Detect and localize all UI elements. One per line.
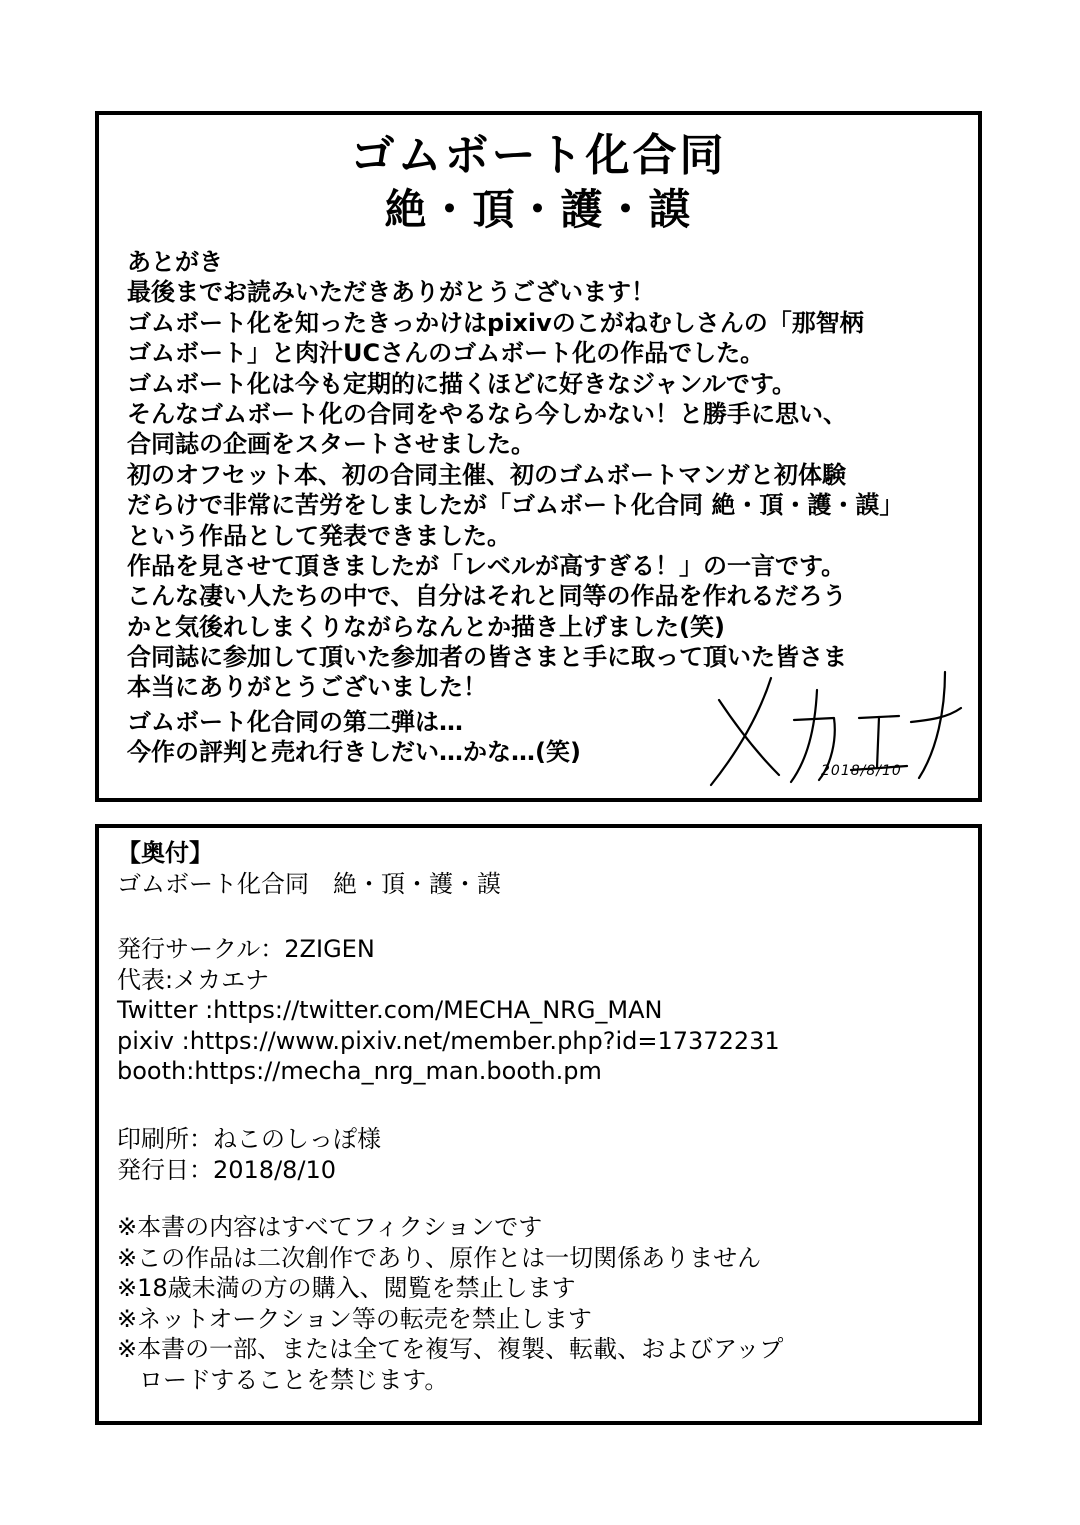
afterword-line: そんなゴムボート化の合同をやるなら今しかない！と勝手に思い、 [127,399,847,428]
issue-date: 発行日：2018/8/10 [117,1155,337,1184]
afterword-panel [95,111,982,802]
booth-link[interactable]: booth:https://mecha_nrg_man.booth.pm [117,1057,602,1085]
note-line: ※本書の内容はすべてフィクションです [117,1213,543,1241]
afterword-line: ゴムボート」と肉汁UCさんのゴムボート化の作品でした。 [127,339,765,368]
afterword-line: 合同誌に参加して頂いた参加者の皆さまと手に取って頂いた皆さま [127,643,847,672]
afterword-line: 初のオフセット本、初の合同主催、初のゴムボートマンガと初体験 [127,460,847,489]
colophon-publisher-block [117,934,780,1087]
colophon-heading: 【奥付】 [117,839,213,867]
note-line-continuation: ロードすることを禁じます。 [139,1365,449,1394]
book-subtitle: 絶・頂・護・謨 [384,185,693,234]
closing-line: 今作の評判と売れ行きしだい…かな…(笑) [127,738,581,767]
note-line: ※本書の一部、または全てを複写、複製、転載、およびアップ [117,1335,784,1363]
note-line: ※18歳未満の方の購入、閲覧を禁止します [117,1274,576,1302]
note-line: ※この作品は二次創作であり、原作とは一切関係ありません [117,1243,762,1272]
afterword-line: かと気後れしまくりながらなんとか描き上げました(笑) [127,612,725,641]
afterword-line: 作品を見させて頂きましたが「レベルが高すぎる！」の一言です。 [127,551,846,580]
colophon-panel [95,824,982,1425]
printer: 印刷所：ねこのしっぽ様 [117,1125,381,1153]
colophon-book-title: ゴムボート化合同 絶・頂・護・謨 [117,869,501,898]
book-title: ゴムボート化合同 [350,130,727,181]
signature-date: 2018/8/10 [821,763,902,779]
pixiv-link[interactable]: pixiv :https://www.pixiv.net/member.php?id=17372231 [117,1026,780,1055]
afterword-text [127,247,903,703]
afterword-line: という作品として発表できました。 [127,521,511,550]
colophon-heading-block [117,838,501,899]
handwritten-signature [699,660,969,800]
afterword-closing [127,707,581,768]
afterword-line: 最後までお読みいただきありがとうございます！ [127,278,655,307]
colophon-print-block [117,1124,381,1185]
afterword-line: ゴムボート化を知ったきっかけはpixivのこがねむしさんの「那智柄 [127,308,864,337]
afterword-line: こんな凄い人たちの中で、自分はそれと同等の作品を作れるだろう [127,582,847,611]
afterword-line: 合同誌の企画をスタートさせました。 [127,430,535,459]
colophon-notes [117,1212,783,1395]
representative: 代表:メカエナ [117,965,270,994]
afterword-line: あとがき [127,248,223,276]
twitter-link[interactable]: Twitter :https://twitter.com/MECHA_NRG_MAN [117,996,663,1024]
closing-line: ゴムボート化合同の第二弾は… [127,708,463,736]
afterword-line: だらけで非常に苦労をしましたが「ゴムボート化合同 絶・頂・護・謨」 [127,491,904,520]
afterword-line: 本当にありがとうございました！ [127,673,487,702]
afterword-line: ゴムボート化は今も定期的に描くほどに好きなジャンルです。 [127,369,796,398]
publisher-circle: 発行サークル：2ZIGEN [117,935,375,963]
note-line: ※ネットオークション等の転売を禁止します [117,1304,592,1333]
